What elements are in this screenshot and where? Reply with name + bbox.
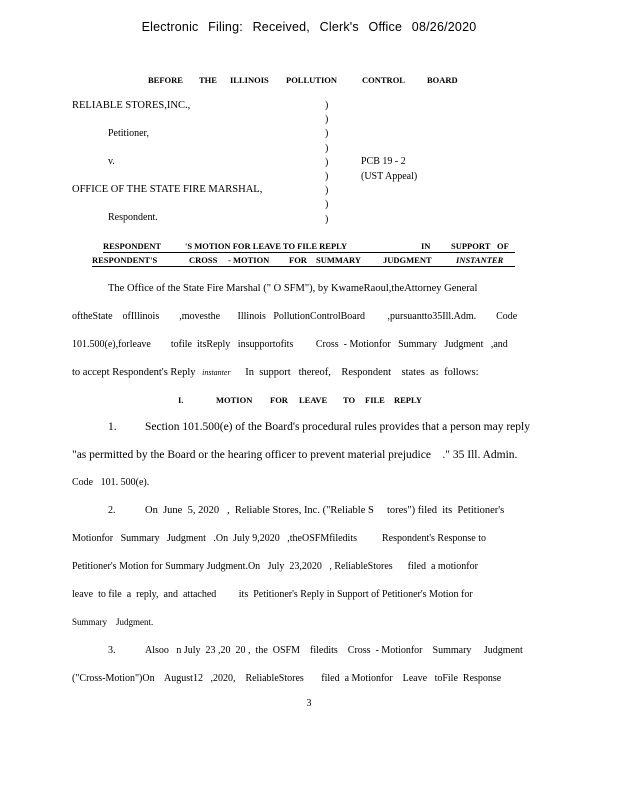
- title-word: RESPONDENT'S: [92, 255, 158, 265]
- title-word: SUMMARY: [316, 255, 362, 265]
- title-word: - MOTION: [228, 255, 270, 265]
- paragraph-2-line-5: Summary Judgment.: [72, 617, 154, 627]
- court-heading-word: CONTROL: [362, 75, 405, 85]
- paragraph-2-line-2: Motionfor Summary Judgment .On July 9,2020 ,theOSFMfiledits Respondent's Response to: [72, 533, 487, 544]
- court-heading-word: BOARD: [427, 75, 458, 85]
- petitioner-name: RELIABLE STORES,INC.,: [72, 100, 191, 111]
- intro-line-2: oftheState ofIllinois ,movesthe Illinois PollutionControlBoard ,pursuantto35Ill.Adm. Code: [72, 311, 518, 322]
- intro-line-4-text: to accept Respondent's Reply: [72, 367, 196, 378]
- paragraph-2-line-1: On June 5, 2020 , Reliable Stores, Inc. ("Reliable S tores") filed its Petitioner's: [145, 505, 505, 516]
- title-word: RESPONDENT: [103, 241, 162, 251]
- section-word: TO: [343, 395, 356, 405]
- court-heading-word: ILLINOIS: [230, 75, 269, 85]
- paragraph-1-line-2: "as permitted by the Board or the hearing officer to prevent material prejudice ." 35 Ill. Admin.: [72, 449, 518, 461]
- petitioner-role: Petitioner,: [108, 128, 149, 139]
- title-word: OF: [497, 241, 509, 251]
- section-word: FOR: [270, 395, 288, 405]
- court-heading-word: THE: [199, 75, 217, 85]
- title-word: JUDGMENT: [383, 255, 432, 265]
- title-word: SUPPORT: [451, 241, 491, 251]
- paragraph-2-number: 2.: [108, 505, 116, 516]
- respondent-role: Respondent.: [108, 212, 158, 223]
- paragraph-2-line-4: leave to file a reply, and attached its Petitioner's Reply in Support of Petitioner's Motion for: [72, 589, 473, 600]
- versus: v.: [108, 156, 115, 167]
- respondent-name: OFFICE OF THE STATE FIRE MARSHAL,: [72, 184, 263, 195]
- case-number: PCB 19 - 2: [361, 156, 406, 167]
- court-heading-word: BEFORE: [148, 75, 183, 85]
- title-word: 'S MOTION FOR LEAVE TO FILE REPLY: [185, 241, 348, 251]
- paragraph-1-line-3: Code 101. 500(e).: [72, 477, 150, 488]
- title-underline-1: [103, 252, 515, 253]
- title-word: CROSS: [189, 255, 218, 265]
- title-underline-2: [92, 266, 515, 267]
- court-heading-word: POLLUTION: [286, 75, 338, 85]
- paragraph-3-line-2: ("Cross-Motion")On August12 ,2020, ReliableStores filed a Motionfor Leave toFile Response: [72, 673, 502, 684]
- caption-parentheses: ) ) ) ) ) ) ) ) ): [325, 100, 329, 225]
- paragraph-1-line-1: Section 101.500(e) of the Board's procedural rules provides that a person may reply: [145, 421, 530, 433]
- section-word: FILE: [365, 395, 385, 405]
- section-word: MOTION: [216, 395, 253, 405]
- section-word: LEAVE: [299, 395, 328, 405]
- paragraph-3-number: 3.: [108, 645, 116, 656]
- paragraph-2-line-3: Petitioner's Motion for Summary Judgment.On July 23,2020 , ReliableStores filed a motionfor: [72, 561, 478, 572]
- intro-line-3: 101.500(e),forleave tofile itsReply insupportofits Cross - Motionfor Summary Judgment ,and: [72, 339, 508, 350]
- paragraph-3-line-1: Alsoo n July 23 ,20 20 , the OSFM filedits Cross - Motionfor Summary Judgment: [145, 645, 523, 656]
- title-word-instanter: INSTANTER: [456, 255, 504, 265]
- title-word: IN: [421, 241, 431, 251]
- intro-line-1: The Office of the State Fire Marshal (" O SFM"), by KwameRaoul,theAttorney General: [108, 283, 478, 294]
- instanter-word: instanter: [202, 368, 231, 377]
- title-word: FOR: [289, 255, 307, 265]
- section-word: I.: [178, 395, 184, 405]
- appeal-type: (UST Appeal): [361, 171, 418, 182]
- filing-stamp-header: Electronic Filing: Received, Clerk's Office 08/26/2020: [141, 20, 477, 34]
- section-word: REPLY: [394, 395, 423, 405]
- intro-line-4: [72, 367, 479, 378]
- page-number: 3: [306, 698, 312, 709]
- paragraph-1-number: 1.: [108, 421, 117, 433]
- intro-line-4-rest: In support thereof, Respondent states as follows:: [245, 367, 479, 378]
